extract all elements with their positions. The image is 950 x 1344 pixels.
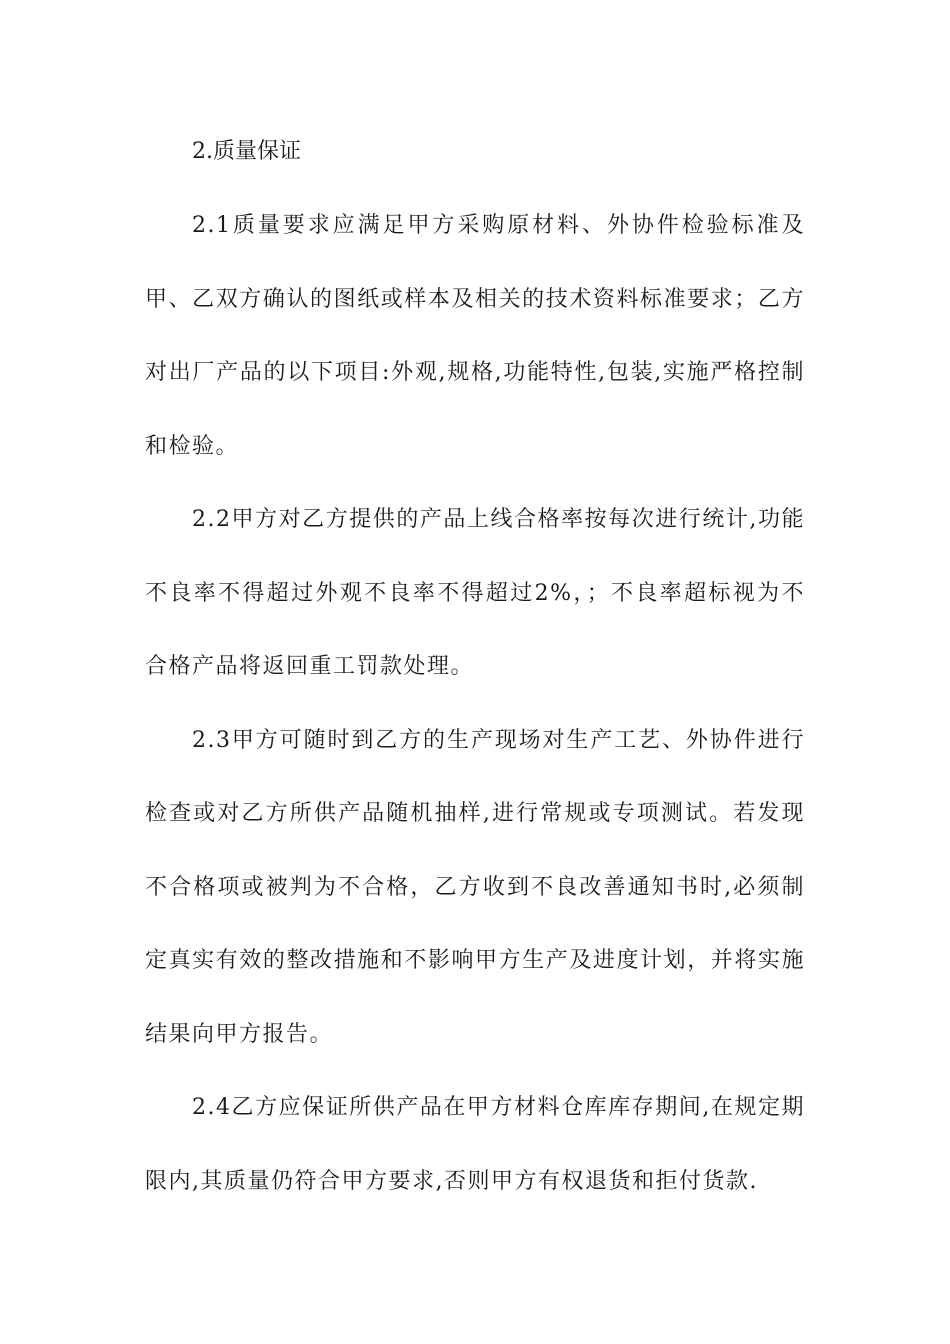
section-heading: 2.质量保证 xyxy=(192,139,301,164)
clause-2-2: 2.2甲方对乙方提供的产品上线合格率按每次进行统计,功能不良率不得超过外观不良率不得超过2%，；不良率超标视为不合格产品将返回重工罚款处理。 xyxy=(145,507,805,679)
clause-2-4: 2.4乙方应保证所供产品在甲方材料仓库库存期间,在规定期限内,其质量仍符合甲方要求,否则甲方有权退货和拒付货款. xyxy=(145,1095,805,1194)
clause-2-3: 2.3甲方可随时到乙方的生产现场对生产工艺、外协件进行检查或对乙方所供产品随机抽样,进行常规或专项测试。若发现不合格项或被判为不合格，乙方收到不良改善通知书时,必须制定真实有效的整改措施和不影响甲方生产及进度计划，并将实施结果向甲方报告。 xyxy=(145,727,805,1047)
clause-2-1: 2.1质量要求应满足甲方采购原材料、外协件检验标准及甲、乙双方确认的图纸或样本及相关的技术资料标准要求；乙方对出厂产品的以下项目:外观,规格,功能特性,包装,实施严格控制和检验。 xyxy=(145,213,805,459)
document-body xyxy=(145,128,805,1218)
